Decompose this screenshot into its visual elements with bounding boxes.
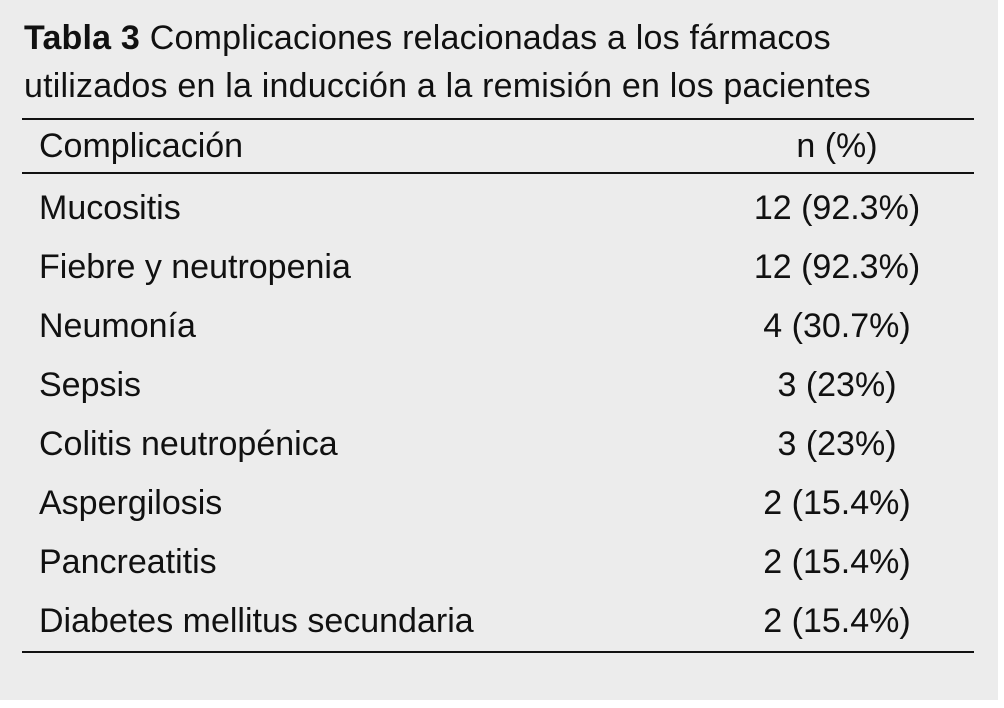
count-percent-cell: 12 (92.3%) <box>753 189 921 227</box>
complication-cell: Fiebre y neutropenia <box>39 248 351 286</box>
table-caption <box>24 14 984 110</box>
bottom-rule <box>22 651 974 653</box>
table-caption-label: Tabla 3 <box>24 19 141 57</box>
table-row <box>0 591 998 651</box>
table-caption-text: Complicaciones relacionadas a los fármacos utilizados en la inducción a la remisión en los pacientes <box>24 19 871 105</box>
count-percent-cell: 2 (15.4%) <box>763 484 911 522</box>
count-percent-cell: 3 (23%) <box>777 425 897 463</box>
table-row <box>0 178 998 238</box>
complication-cell: Neumonía <box>39 307 196 345</box>
count-percent-cell: 3 (23%) <box>777 366 897 404</box>
table-header-row <box>0 116 998 176</box>
table-row <box>0 414 998 474</box>
count-percent-cell: 12 (92.3%) <box>753 248 921 286</box>
complication-cell: Sepsis <box>39 366 142 404</box>
complication-cell: Aspergilosis <box>39 484 223 522</box>
table-row <box>0 473 998 533</box>
column-header-complicacion: Complicación <box>39 127 244 165</box>
complication-cell: Mucositis <box>39 189 181 227</box>
column-header-n-percent: n (%) <box>796 127 878 165</box>
header-rule <box>22 172 974 174</box>
count-percent-cell: 2 (15.4%) <box>763 543 911 581</box>
count-percent-cell: 4 (30.7%) <box>763 307 911 345</box>
complication-cell: Diabetes mellitus secundaria <box>39 602 474 640</box>
table-row <box>0 296 998 356</box>
complication-cell: Pancreatitis <box>39 543 217 581</box>
table-row <box>0 532 998 592</box>
table-row <box>0 237 998 297</box>
count-percent-cell: 2 (15.4%) <box>763 602 911 640</box>
complication-cell: Colitis neutropénica <box>39 425 338 463</box>
table-row <box>0 355 998 415</box>
